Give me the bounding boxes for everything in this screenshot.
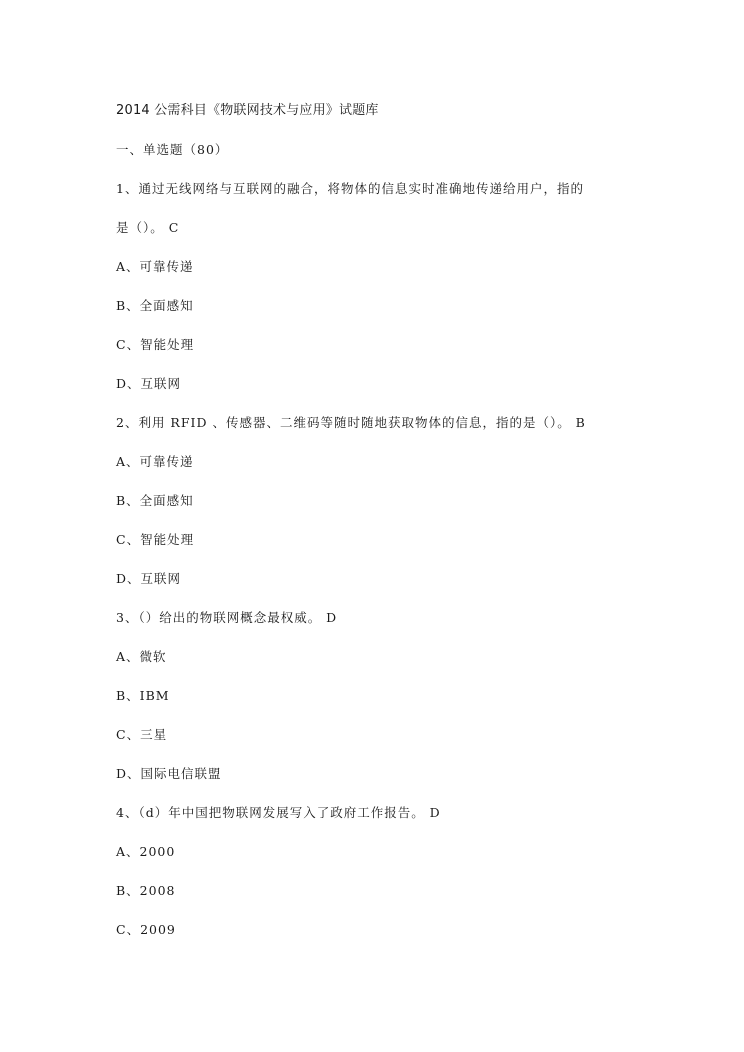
- question-1-option-d: D、互联网: [116, 376, 182, 391]
- question-2-text: 2、利用 RFID 、传感器、二维码等随时随地获取物体的信息，指的是（）。 B: [116, 415, 586, 430]
- question-3-option-d: D、国际电信联盟: [116, 766, 222, 781]
- question-3-option-b: B、IBM: [116, 688, 170, 703]
- question-3-text: 3、（）给出的物联网概念最权威。 D: [116, 610, 338, 625]
- section-heading: 一、单选题（80）: [116, 142, 229, 157]
- question-4-option-c: C、2009: [116, 922, 176, 937]
- question-2-option-b: B、全面感知: [116, 493, 194, 508]
- question-1-option-b: B、全面感知: [116, 298, 194, 313]
- question-1-text-cont: 是（）。 C: [116, 220, 180, 235]
- question-4-option-b: B、2008: [116, 883, 176, 898]
- document-title: 2014 公需科目《物联网技术与应用》试题库: [116, 103, 379, 118]
- question-2-option-d: D、互联网: [116, 571, 182, 586]
- question-1-text: 1、通过无线网络与互联网的融合，将物体的信息实时准确地传递给用户，指的: [116, 181, 584, 196]
- question-1-option-a: A、可靠传递: [116, 259, 194, 274]
- question-3-option-a: A、微软: [116, 649, 167, 664]
- question-1-option-c: C、智能处理: [116, 337, 195, 352]
- question-4-text: 4、（d）年中国把物联网发展写入了政府工作报告。 D: [116, 805, 441, 820]
- question-2-option-c: C、智能处理: [116, 532, 195, 547]
- question-3-option-c: C、三星: [116, 727, 168, 742]
- question-2-option-a: A、可靠传递: [116, 454, 194, 469]
- question-4-option-a: A、2000: [116, 844, 176, 859]
